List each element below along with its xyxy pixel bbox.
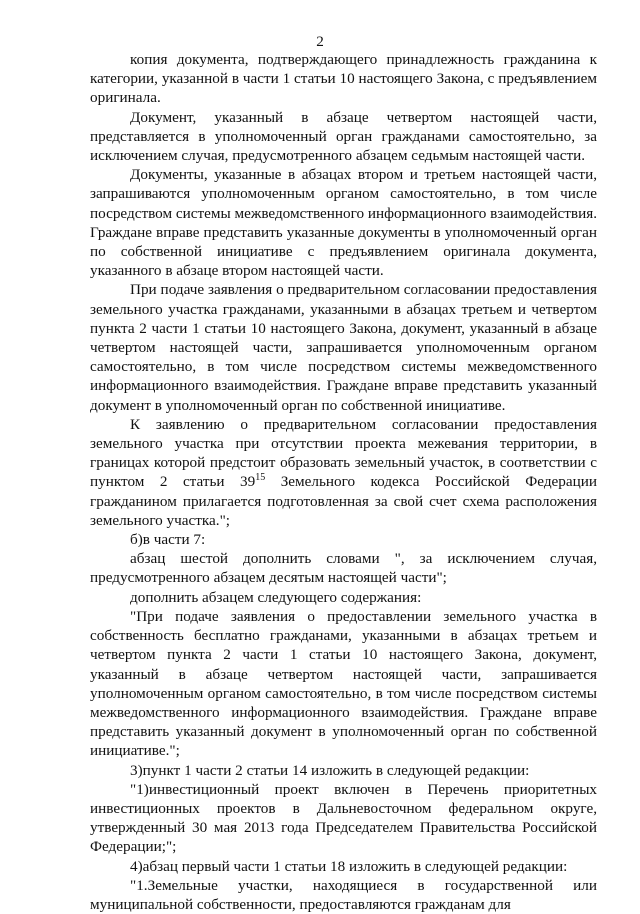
paragraph: б)в части 7: (130, 531, 206, 549)
paragraph: "При подаче заявления о предоставлении земельного участка в собственность бесплатно гражданами, указанными в абзацах третьем и четвертом пункта 2 части 1 статьи 10 настоящего Закона, документ, указанный в абзаце четвертом настоящей части, запрашивается уполномоченным органом самостоятельно, в том числе посредством системы межведомственного информационного взаимодействия. Граждане вправе представить указанный документ в уполномоченный орган по собственной инициативе."; (90, 607, 597, 760)
paragraph (90, 415, 597, 530)
paragraph: Документы, указанные в абзацах втором и третьем настоящей части, запрашиваются уполномоченным органом самостоятельно, в том числе посредством системы межведомственного информационного взаимодействия. Граждане вправе представить указанные документы в уполномоченный орган по собственной инициативе с предъявлением оригинала документа, указанного в абзаце втором настоящей части. (90, 166, 597, 280)
paragraph: "1)инвестиционный проект включен в Перечень приоритетных инвестиционных проектов в Дальневосточном федеральном округе, утвержденный 30 мая 2013 года Председателем Правительства Российской Федерации;"; (90, 780, 597, 856)
paragraph: "1.Земельные участки, находящиеся в государственной или муниципальной собственности, предоставляются гражданам для (90, 876, 597, 913)
document-body (90, 50, 597, 914)
paragraph: Документ, указанный в абзаце четвертом настоящей части, представляется в уполномоченный орган гражданами самостоятельно, за исключением случая, предусмотренного абзацем седьмым настоящей части. (90, 108, 597, 165)
paragraph: копия документа, подтверждающего принадлежность гражданина к категории, указанной в части 1 статьи 10 настоящего Закона, с предъявлением оригинала. (90, 51, 597, 107)
paragraph: абзац шестой дополнить словами ", за исключением случая, предусмотренного абзацем десятым настоящей части"; (90, 550, 597, 587)
article-superscript: 15 (255, 472, 266, 484)
paragraph: При подаче заявления о предварительном согласовании предоставления земельного участка гражданами, указанными в абзацах третьем и четвертом пункта 2 части 1 статьи 10 настоящего Закона, документ, указанный в абзаце четвертом настоящей части, запрашивается уполномоченным органом самостоятельно, в том числе посредством системы межведомственного информационного взаимодействия. Граждане вправе представить указанный документ в уполномоченный орган по собственной инициативе. (90, 281, 597, 414)
paragraph: 4)абзац первый части 1 статьи 18 изложить в следующей редакции: (130, 857, 568, 875)
page-number: 2 (316, 33, 324, 50)
paragraph-text-continued: Земельного кодекса Российской Федерации гражданином прилагается подготовленная за свой счет схема расположения земельного участка."; (90, 473, 597, 529)
paragraph: дополнить абзацем следующего содержания: (130, 588, 422, 606)
paragraph: 3)пункт 1 части 2 статьи 14 изложить в следующей редакции: (130, 761, 530, 779)
paragraph-text: К заявлению о предварительном согласовании предоставления земельного участка при отсутствии проекта межевания территории, в границах которой предстоит образовать земельный участок, в соответствии с пунктом 2 статьи 39 (90, 415, 597, 491)
